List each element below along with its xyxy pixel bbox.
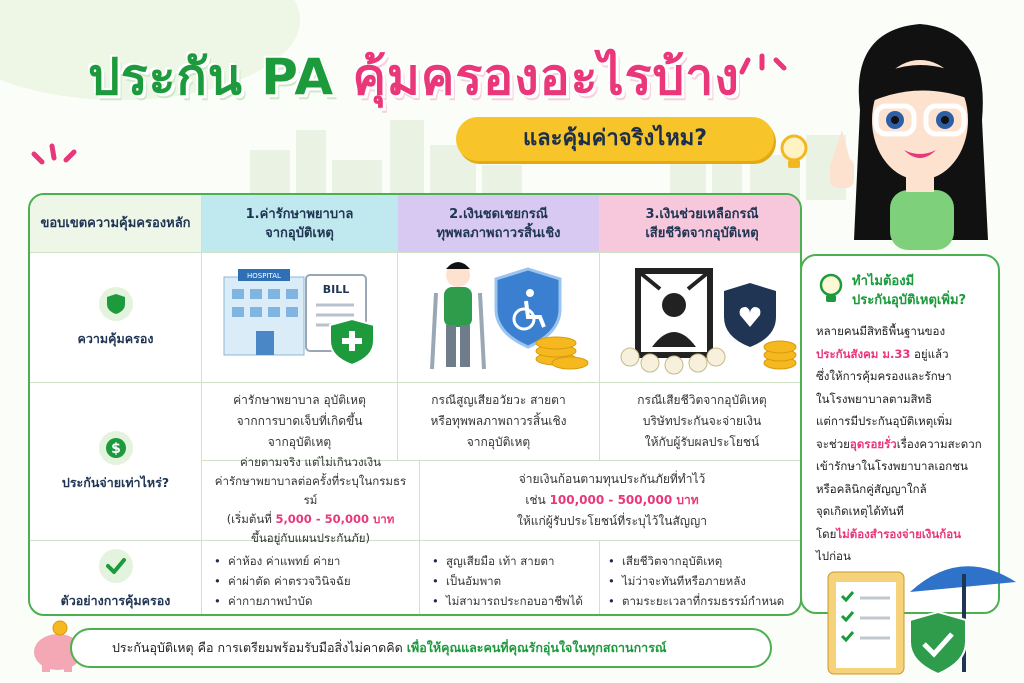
shield-icon [99,287,133,321]
side-title-line1: ทำไมต้องมี [852,274,915,289]
list-item: • ค่าห้อง ค่าแพทย์ ค่ายา [228,551,419,571]
amount-left-line2: ค่ารักษาพยาบาลต่อครั้งที่ระบุในกรมธรรม์ [214,474,407,507]
payout-col3-line2: บริษัทประกันจะจ่ายเงิน [642,414,762,428]
column-header-death [600,195,802,253]
side-line: จะช่วย [816,436,850,451]
list-item: • ไม่ว่าจะทันทีหรือภายหลัง [622,571,802,591]
side-line: โดย [816,526,837,541]
col2-title-line2: ทุพพลภาพถาวรสิ้นเชิง [436,225,561,241]
side-title [852,272,966,310]
payout-desc-col1 [202,383,398,461]
examples-col3 [600,541,802,616]
payout-col3-line3: ให้กับผู้รับผลประโยชน์ [644,435,760,449]
lightbulb-icon [776,132,812,176]
side-line: หลายคนมีสิทธิพื้นฐานของ [816,324,946,338]
payout-col3-line1: กรณีเสียชีวิตจากอุบัติเหตุ [637,393,767,407]
hospital-bill-icon [202,253,398,383]
no-advance-payment-highlight: ไม่ต้องสำรองจ่ายเงินก้อน [836,526,961,541]
side-title-line2: ประกันอุบัติเหตุเพิ่ม? [852,293,967,308]
list-item: • ค่าผ่าตัด ค่าตรวจวินิจฉัย [228,571,419,591]
check-icon [99,549,133,583]
clipboard-umbrella-illustration [820,552,1020,680]
col3-title-line2: เสียชีวิตจากอุบัติเหตุ [645,225,759,241]
list-item: • ค่ากายภาพบำบัด [228,591,419,611]
examples-col1 [202,541,420,616]
amount-right-line3: ให้แก่ผู้รับประโยชน์ที่ระบุไว้ในสัญญา [517,514,707,528]
coverage-table [28,193,802,616]
col1-title-line2: จากอุบัติเหตุ [265,225,334,241]
column-header-medical [202,195,398,253]
side-line: จุดเกิดเหตุได้ทันที [816,504,904,518]
svg-text:$: $ [110,440,121,457]
amount-left-line3a: (เริ่มต้นที่ [226,512,276,526]
amount-left-line4: ขึ้นอยู่กับแผนประกันภัย) [251,531,370,545]
col1-title-line1: 1.ค่ารักษาพยาบาล [245,206,354,222]
list-item: • ตามระยะเวลาที่กรมธรรม์กำหนด [622,591,802,611]
spark-decoration-left [30,120,80,170]
side-line: เข้ารักษาในโรงพยาบาลเอกชน [816,459,968,473]
row-label-payout [30,383,202,541]
dollar-icon [99,431,133,465]
list-item: • เป็นอัมพาต [446,571,599,591]
list-item: • ไม่สามารถประกอบอาชีพได้ [446,591,599,611]
side-line: หรือคลินิกคู่สัญญาใกล้ [816,481,927,496]
memorial-photo-icon [600,253,802,383]
hospital-sign-text: HOSPITAL [247,272,281,280]
row-label-payout-text: ประกันจ่ายเท่าไหร่? [61,474,170,490]
payout-col1-line2: จากการบาดเจ็บที่เกิดขึ้น [236,414,363,428]
side-line: เรื่องความสะดวก [896,436,982,451]
table-header-label: ขอบเขตความคุ้มครองหลัก [30,195,202,253]
list-item: • เสียชีวิตจากอุบัติเหตุ [622,551,802,571]
bill-text: BILL [322,283,350,296]
side-line: ซึ่งให้การคุ้มครองและรักษา [816,369,952,383]
payout-amount-medical [202,455,420,545]
payout-col2-line3: จากอุบัติเหตุ [466,435,531,449]
lightbulb-icon [816,272,846,306]
footer-highlight: เพื่อให้คุณและคนที่คุณรักอุ่นใจในทุกสถานการณ์ [406,640,667,655]
col2-title-line1: 2.เงินชดเชยกรณี [449,206,548,222]
payout-col2-line1: กรณีสูญเสียอวัยวะ สายตา [431,393,566,407]
title-part-green: ประกัน PA [88,48,353,106]
title-part-pink: คุ้มครองอะไรบ้าง [352,48,740,106]
row-label-examples [30,541,202,616]
list-item: • สูญเสียมือ เท้า สายตา [446,551,599,571]
col3-title-line1: 3.เงินช่วยเหลือกรณี [645,206,759,222]
payout-amount-lumpsum [420,461,802,541]
payout-col1-line1: ค่ารักษาพยาบาล อุบัติเหตุ [233,393,366,407]
spark-decoration-right [738,50,788,100]
page-title [88,38,740,117]
crutches-person-icon [398,253,600,383]
payout-col2-line2: หรือทุพพลภาพถาวรสิ้นเชิง [430,414,567,428]
footer-text: ประกันอุบัติเหตุ คือ การเตรียมพร้อมรับมือสิ่งไม่คาดคิด [112,640,407,655]
amount-left-line1: ค่ายตามจริง แต่ไม่เกินวงเงิน [239,455,382,469]
row-label-coverage-text: ความคุ้มครอง [77,330,154,346]
footer-banner [70,628,772,668]
amount-right-line2a: เช่น [525,493,550,507]
payout-desc-col3 [600,383,802,461]
column-header-disability [398,195,600,253]
side-line: อยู่แล้ว [910,346,949,361]
side-line: แต่การมีประกันอุบัติเหตุเพิ่ม [816,414,953,428]
character-illustration [820,10,1020,250]
amount-right-range: 100,000 - 500,000 บาท [549,493,699,507]
subtitle-pill: และคุ้มค่าจริงไหม? [456,117,774,161]
side-line: ไปก่อน [816,549,851,563]
payout-desc-col2 [398,383,600,461]
side-body [816,320,996,568]
row-label-examples-text: ตัวอย่างการคุ้มครอง [60,592,171,608]
social-security-highlight: ประกันสังคม ม.33 [816,346,911,361]
payout-col1-line3: จากอุบัติเหตุ [267,435,332,449]
gap-highlight: อุดรอยรั่ว [849,436,897,451]
side-line: ในโรงพยาบาลตามสิทธิ [816,391,933,406]
examples-col2 [420,541,600,616]
amount-left-range: 5,000 - 50,000 บาท [275,512,395,526]
amount-right-line1: จ่ายเงินก้อนตามทุนประกันภัยที่ทำไว้ [518,472,706,486]
row-label-coverage [30,253,202,383]
